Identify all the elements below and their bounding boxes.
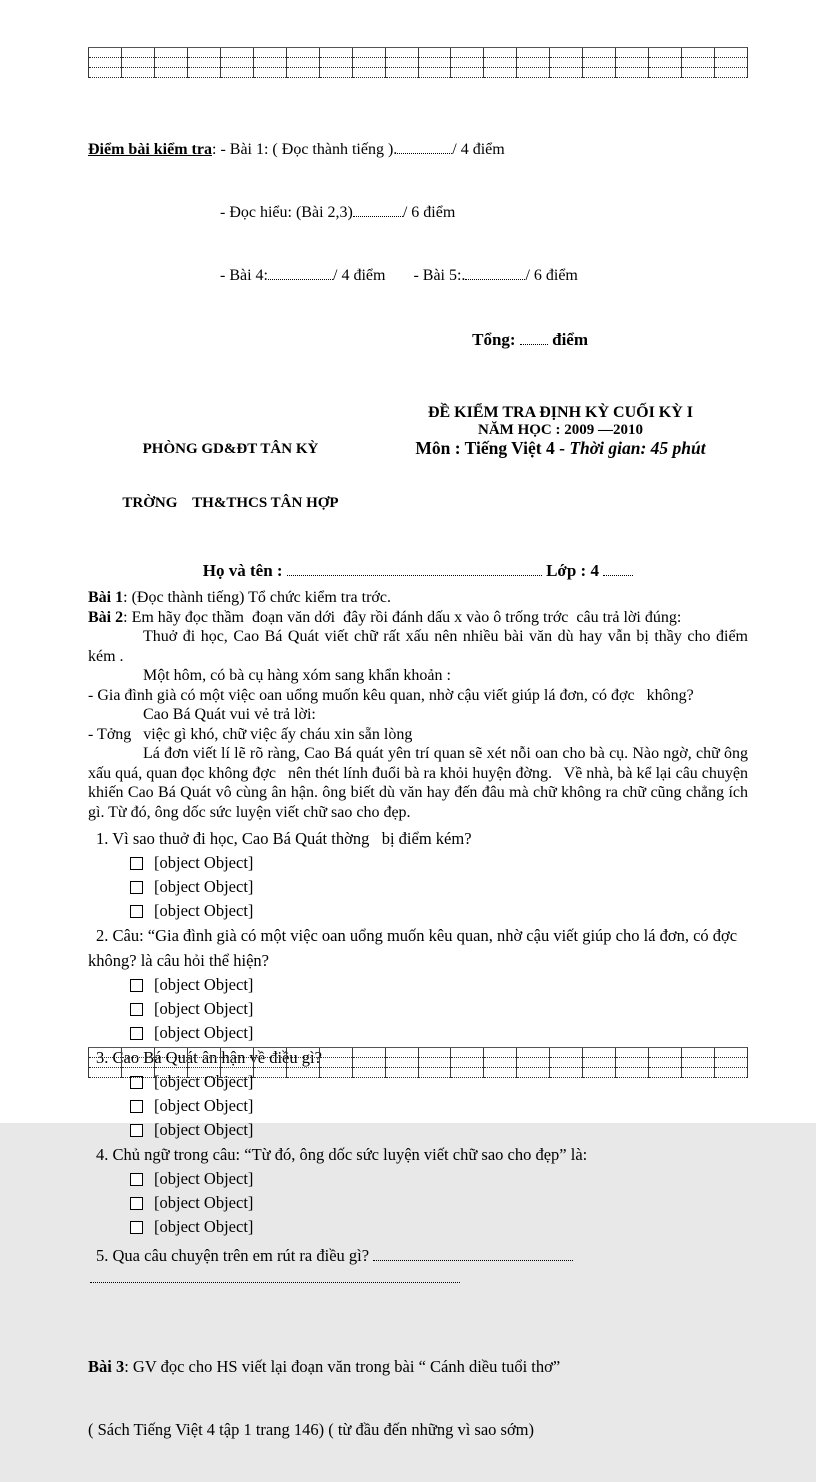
grid-cell bbox=[681, 48, 714, 78]
grid-cell bbox=[88, 1048, 121, 1078]
score-item-bai5: - Bài 5:. bbox=[413, 267, 466, 284]
total-blank[interactable] bbox=[520, 332, 548, 345]
subject-label: Môn : Tiếng Việt 4 - bbox=[415, 438, 570, 458]
answer-grid-bottom[interactable] bbox=[88, 1047, 748, 1078]
question-text: 3. Cao Bá Quát ân hận về điều gì? bbox=[96, 1048, 322, 1067]
question-5-answer-line bbox=[90, 1268, 748, 1288]
grid-cell bbox=[253, 48, 286, 78]
score-blank-bai5[interactable] bbox=[465, 267, 525, 280]
grid-cell bbox=[450, 48, 483, 78]
score-section bbox=[88, 97, 748, 392]
task-1-label: Bài 1 bbox=[88, 589, 124, 606]
question-block bbox=[88, 1142, 748, 1239]
grid-cell bbox=[615, 1048, 648, 1078]
passage-paragraph: - Gia đình già có một việc oan uổng muốn kêu quan, nhờ cậu viết giúp lá đơn, có đợc không? bbox=[88, 686, 694, 704]
task-1-line bbox=[88, 588, 748, 608]
task-1-text: : (Đọc thành tiếng) Tổ chức kiểm tra trớc. bbox=[123, 589, 391, 606]
education-office: PHÒNG GD&ĐT TÂN KỲ bbox=[142, 441, 319, 457]
total-unit: điểm bbox=[552, 330, 588, 349]
task-2-line bbox=[88, 608, 748, 628]
option-label: [object Object] bbox=[154, 1096, 254, 1115]
grid-cell bbox=[385, 48, 418, 78]
document-header bbox=[88, 404, 748, 548]
student-info-line bbox=[88, 561, 748, 581]
option-label: [object Object] bbox=[154, 1193, 254, 1212]
grid-cell bbox=[154, 1048, 187, 1078]
grid-cell bbox=[220, 1048, 253, 1078]
option-label: [object Object] bbox=[154, 901, 254, 920]
passage-paragraph: Lá đơn viết lí lẽ rõ ràng, Cao Bá quát yên trí quan sẽ xét nỗi oan cho bà cụ. Nào ngờ, chữ ông xấu quá, quan đọc không đợc nên thét lính đuổi bà ra khỏi huyện đờng. Về nhà, bà kể lại câu chuyện khiến Cao Bá Quát vô cùng ân hận. ông biết dù văn hay đến đâu mà chữ không ra chữ cũng chẳng ích gì. Từ đó, ông dốc sức luyện viết chữ sao cho đẹp. bbox=[88, 745, 753, 821]
grid-cell bbox=[714, 48, 747, 78]
question-5-block bbox=[88, 1243, 748, 1288]
task-3-label: Bài 3 bbox=[88, 1357, 125, 1376]
grid-cell bbox=[549, 1048, 582, 1078]
score-line-3: - Bài 4: / 4 điểm - Bài 5:. / 6 điểm bbox=[220, 267, 578, 284]
question-block bbox=[88, 826, 748, 923]
option-label: [object Object] bbox=[154, 1023, 254, 1042]
question-text: 2. Câu: “Gia đình già có một việc oan uổng muốn kêu quan, nhờ cậu viết giúp cho lá đơn, có đợc không? là câu hỏi thể hiện? bbox=[88, 926, 750, 970]
exam-title: ĐỀ KIỂM TRA ĐỊNH KỲ CUỐI KỲ I bbox=[427, 404, 694, 421]
grid-cell bbox=[121, 48, 154, 78]
option-list bbox=[88, 851, 748, 923]
grid-cell bbox=[648, 48, 681, 78]
grid-cell bbox=[648, 1048, 681, 1078]
option-list bbox=[88, 973, 748, 1045]
answer-option bbox=[130, 1191, 748, 1215]
task-3-block bbox=[88, 1314, 748, 1482]
task-2-label: Bài 2 bbox=[88, 608, 124, 626]
score-item-bai4: - Bài 4: bbox=[220, 267, 268, 284]
option-label: [object Object] bbox=[154, 877, 254, 896]
score-item-dochieu: - Đọc hiểu: (Bài 2,3) bbox=[220, 204, 353, 221]
grid-cell bbox=[319, 48, 352, 78]
answer-option bbox=[130, 997, 748, 1021]
score-line-1: Điểm bài kiểm tra: - Bài 1: ( Đọc thành tiếng ). / 4 điểm bbox=[88, 141, 505, 158]
total-label: Tổng: bbox=[472, 330, 516, 349]
option-label: [object Object] bbox=[154, 853, 254, 872]
grid-cell bbox=[418, 1048, 451, 1078]
task-2-text: : Em hãy đọc thầm đoạn văn dới đây rồi đánh dấu x vào ô trống trớc câu trả lời đúng: bbox=[123, 608, 682, 626]
name-label: Họ và tên : bbox=[202, 561, 287, 580]
score-line-2: - Đọc hiểu: (Bài 2,3) / 6 điểm bbox=[220, 204, 456, 221]
answer-option bbox=[130, 851, 748, 875]
passage-paragraph: Một hôm, có bà cụ hàng xóm sang khẩn khoản : bbox=[143, 667, 451, 684]
answer-option bbox=[130, 1167, 748, 1191]
checkbox[interactable] bbox=[130, 881, 143, 894]
option-label: [object Object] bbox=[154, 975, 254, 994]
answer-option bbox=[130, 1118, 748, 1142]
grid-cell bbox=[187, 1048, 220, 1078]
checkbox[interactable] bbox=[130, 857, 143, 870]
answer-option bbox=[130, 1215, 748, 1239]
checkbox[interactable] bbox=[130, 1197, 143, 1210]
grid-cell bbox=[352, 1048, 385, 1078]
grid-cell bbox=[681, 1048, 714, 1078]
score-total-line bbox=[88, 329, 748, 350]
grid-cell bbox=[286, 48, 319, 78]
grid-cell bbox=[483, 1048, 516, 1078]
grid-cell bbox=[582, 1048, 615, 1078]
grid-cell bbox=[286, 1048, 319, 1078]
grid-cell bbox=[582, 48, 615, 78]
option-list bbox=[88, 1167, 748, 1239]
checkbox[interactable] bbox=[130, 1173, 143, 1186]
task-3-line-2: ( Sách Tiếng Việt 4 tập 1 trang 146) ( từ đầu đến những vì sao sớm) bbox=[88, 1420, 535, 1439]
school-year: NĂM HỌC : 2009 —2010 bbox=[478, 422, 643, 438]
grid-cell bbox=[352, 48, 385, 78]
checkbox[interactable] bbox=[130, 905, 143, 918]
task-3-line-1 bbox=[88, 1356, 748, 1377]
question-5-answer-blank[interactable] bbox=[373, 1248, 573, 1261]
task-3-text: : GV đọc cho HS viết lại đoạn văn trong bài “ Cánh diều tuổi thơ” bbox=[124, 1357, 561, 1376]
score-item-bai1: - Bài 1: ( Đọc thành tiếng ). bbox=[220, 141, 398, 158]
grid-cell bbox=[450, 1048, 483, 1078]
answer-grid-top[interactable] bbox=[88, 47, 748, 78]
class-blank[interactable] bbox=[603, 563, 633, 576]
score-blank-bai1[interactable] bbox=[397, 141, 452, 154]
checkbox[interactable] bbox=[130, 1027, 143, 1040]
passage-paragraph: Thuở đi học, Cao Bá Quát viết chữ rất xấu nên nhiều bài văn dù hay vẫn bị thầy cho điểm kém . bbox=[88, 628, 752, 665]
option-label: [object Object] bbox=[154, 1120, 254, 1139]
grid-cell bbox=[615, 48, 648, 78]
grid-cell bbox=[220, 48, 253, 78]
score-title: Điểm bài kiểm tra bbox=[88, 141, 212, 158]
grid-cell bbox=[483, 48, 516, 78]
question-5-answer-blank-2[interactable] bbox=[90, 1270, 460, 1283]
answer-option bbox=[130, 899, 748, 923]
question-5-text: 5. Qua câu chuyện trên em rút ra điều gì? bbox=[88, 1243, 748, 1268]
answer-option bbox=[130, 1094, 748, 1118]
score-blank-bai4[interactable] bbox=[268, 267, 333, 280]
option-list bbox=[88, 1070, 748, 1142]
answer-option bbox=[130, 973, 748, 997]
question-text: 1. Vì sao thuở đi học, Cao Bá Quát thờng bị điểm kém? bbox=[96, 829, 472, 848]
class-label: Lớp : 4 bbox=[541, 561, 604, 580]
option-label: [object Object] bbox=[154, 1072, 254, 1091]
option-label: [object Object] bbox=[154, 999, 254, 1018]
passage-paragraph: - Tởng việc gì khó, chữ việc ấy cháu xin sẵn lòng bbox=[88, 725, 413, 743]
question-block bbox=[88, 923, 748, 1045]
grid-cell bbox=[319, 1048, 352, 1078]
grid-cell bbox=[187, 48, 220, 78]
header-left bbox=[88, 404, 373, 548]
score-blank-dochieu[interactable] bbox=[353, 204, 403, 217]
option-label: [object Object] bbox=[154, 1169, 254, 1188]
option-label: [object Object] bbox=[154, 1217, 254, 1236]
passage-paragraph: Cao Bá Quát vui vẻ trả lời: bbox=[143, 706, 316, 723]
grid-cell bbox=[516, 1048, 549, 1078]
grid-cell bbox=[88, 48, 121, 78]
grid-cell bbox=[516, 48, 549, 78]
question-list bbox=[88, 826, 748, 1239]
grid-cell bbox=[714, 1048, 747, 1078]
reading-passage bbox=[88, 627, 753, 822]
name-blank[interactable] bbox=[287, 563, 542, 576]
answer-option bbox=[130, 875, 748, 899]
grid-cell bbox=[418, 48, 451, 78]
school-name: TRỜNG TH&THCS TÂN HỢP bbox=[122, 495, 339, 511]
grid-cell bbox=[253, 1048, 286, 1078]
grid-cell bbox=[154, 48, 187, 78]
checkbox[interactable] bbox=[130, 1100, 143, 1113]
checkbox[interactable] bbox=[130, 979, 143, 992]
header-right bbox=[373, 404, 748, 548]
grid-cell bbox=[549, 48, 582, 78]
checkbox[interactable] bbox=[130, 1221, 143, 1234]
grid-cell bbox=[121, 1048, 154, 1078]
question-text: 4. Chủ ngữ trong câu: “Từ đó, ông dốc sức luyện viết chữ sao cho đẹp” là: bbox=[96, 1145, 588, 1164]
checkbox[interactable] bbox=[130, 1124, 143, 1137]
grid-cell bbox=[385, 1048, 418, 1078]
checkbox[interactable] bbox=[130, 1003, 143, 1016]
subject-line bbox=[373, 438, 748, 459]
time-limit: Thời gian: 45 phút bbox=[569, 438, 706, 458]
answer-option bbox=[130, 1021, 748, 1045]
